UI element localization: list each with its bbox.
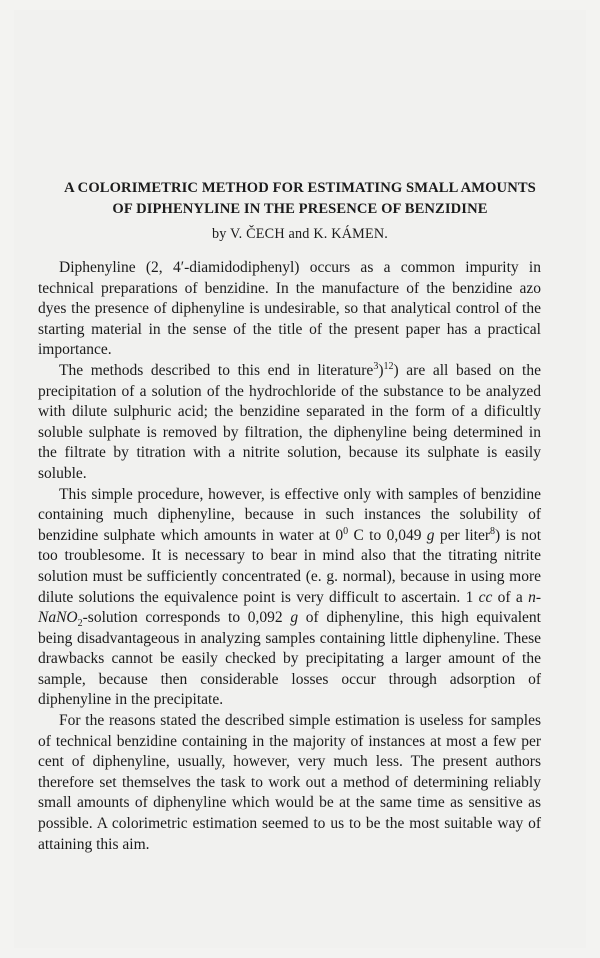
- paragraph-3-text-b: C to 0,049: [348, 526, 427, 544]
- reference-mark: 8: [490, 525, 495, 537]
- paragraph-2: [38, 361, 541, 485]
- byline: by V. ČECH and K. KÁMEN.: [211, 226, 389, 242]
- paragraph-2-text-c: ) are all based on the precipitation of a solution of the hydrochloride of the substance to be analyzed with dilute sulphuric acid; the benzidine separated in the form of a dificultly soluble sulphate is removed by filtration, the diphenyline being determined in the filtrate by titration with a nitrite solution, because its sulphate is easily soluble.: [38, 361, 541, 482]
- unit-cc: cc: [478, 588, 493, 606]
- unit-gram: g: [290, 609, 299, 627]
- paragraph-3-text-f: -solution corresponds to 0,092: [82, 609, 291, 627]
- paragraph-2-text-a: The methods described to this end in literature: [59, 361, 374, 379]
- chemical-formula: n-NaNO: [38, 588, 541, 627]
- title-line-1: A COLORIMETRIC METHOD FOR ESTIMATING SMALL AMOUNTS: [64, 180, 536, 196]
- paragraph-3-text-d: ) is not too troublesome. It is necessary to bear in mind also that the titrating nitrite solution must be sufficiently concentrated (e. g. normal), because in using more dilute solutions the equivalence point is very difficult to ascertain. 1: [38, 526, 541, 606]
- paragraph-3-text-a: This simple procedure, however, is effective only with samples of benzidine containing much diphenyline, because in such instances the solubility of benzidine sulphate which amounts in water at 0: [38, 485, 541, 544]
- paragraph-2-text-b: ): [378, 361, 384, 379]
- paragraph-4: [38, 711, 541, 855]
- paragraph-3-text-c: per liter: [434, 526, 490, 544]
- paragraph-4-text: For the reasons stated the described simple estimation is useless for samples of technical benzidine containing in the majority of instances at most a few per cent of diphenyline, usually, however, very much less. The present authors therefore set themselves the task to work out a method of determining reliably small amounts of diphenyline which would be at the same time as sensitive as possible. A colorimetric estimation seemed to us to be the most suitable way of attaining this aim.: [38, 712, 541, 853]
- paragraph-3: [38, 485, 541, 712]
- article-body: [38, 258, 541, 855]
- paragraph-3-text-e: of a: [492, 588, 529, 606]
- paragraph-1: [38, 258, 541, 361]
- title-line-2: OF DIPHENYLINE IN THE PRESENCE OF BENZIDINE: [112, 201, 488, 217]
- paragraph-1-text: Diphenyline (2, 4′-diamidodiphenyl) occurs as a common impurity in technical preparations of benzidine. In the manufacture of the benzidine azo dyes the presence of diphenyline is undesirable, so that analytical control of the starting material in the sense of the title of the present paper has a practical importance.: [38, 259, 541, 359]
- unit-gram: g: [426, 526, 435, 544]
- article-title: [30, 178, 570, 220]
- degree-mark: 0: [343, 525, 349, 537]
- formula-subscript: 2: [77, 618, 83, 630]
- reference-mark: 3: [373, 360, 379, 372]
- paragraph-3-text-h: of diphenyline, this high equivalent being disadvantageous in analyzing samples containing little diphenyline. These drawbacks cannot be easily checked by precipitating a larger amount of the sample, because then considerable losses occur through adsorption of diphenyline in the precipitate.: [38, 609, 541, 709]
- reference-mark: 12: [383, 360, 394, 372]
